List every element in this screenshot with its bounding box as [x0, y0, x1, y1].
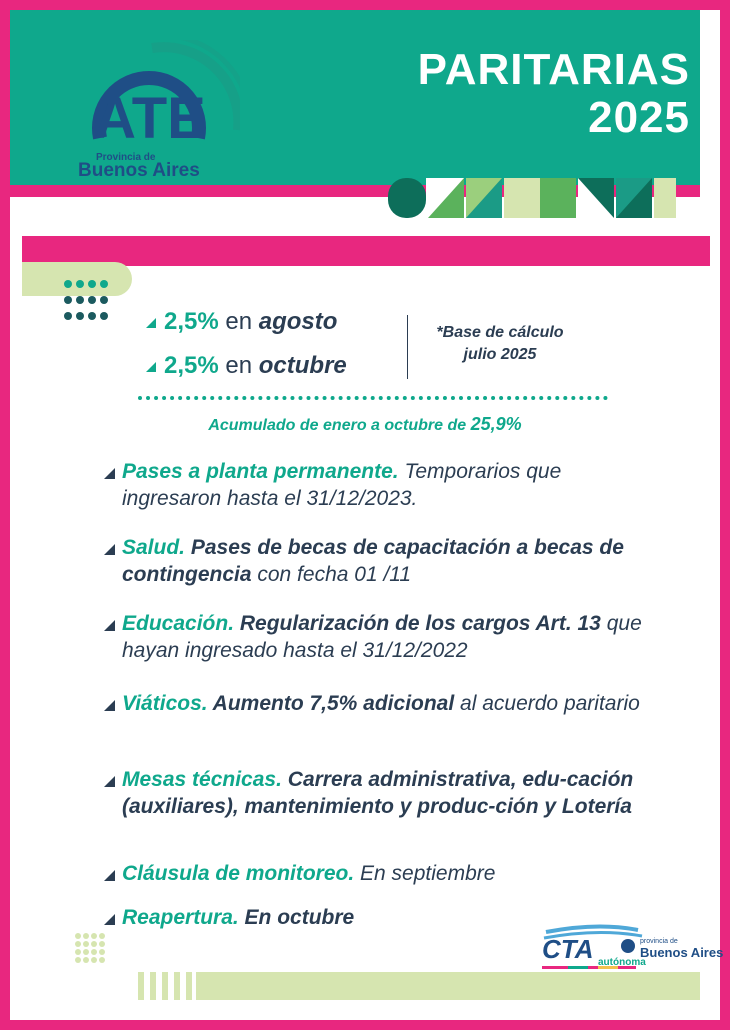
- list-item: [104, 766, 664, 821]
- item-rest: que hayan ingresado hasta el 31/12/2022: [122, 612, 642, 663]
- raise-connector: en: [225, 308, 253, 335]
- svg-text:CTA: CTA: [542, 934, 594, 964]
- item-bold: En octubre: [238, 906, 355, 929]
- accum-prefix: Acumulado de: [208, 417, 319, 434]
- triangle-bullet-icon: [104, 914, 115, 925]
- item-bold: Regularización de los cargos Art. 13: [234, 612, 601, 635]
- divider-line: [407, 315, 408, 379]
- footer-band: [196, 972, 700, 1000]
- raise-connector: en: [225, 352, 253, 379]
- item-head: Educación.: [122, 612, 235, 635]
- triangle-bullet-icon: [146, 318, 156, 328]
- accum-de: de: [447, 417, 467, 434]
- cta-subtitle-autonoma: autónoma: [598, 957, 646, 968]
- dot-grid-icon: [74, 932, 134, 982]
- accumulated-note: [0, 414, 730, 435]
- title-line-2: 2025: [588, 93, 690, 142]
- item-head: Reapertura.: [122, 906, 239, 929]
- triangle-bullet-icon: [104, 870, 115, 881]
- triangle-bullet-icon: [104, 700, 115, 711]
- raise-month: octubre: [258, 352, 347, 379]
- base-calc-line1: *Base de cálculo: [436, 324, 564, 341]
- logo-subtitle-small: Provincia de: [96, 152, 156, 163]
- triangle-bullet-icon: [104, 776, 115, 787]
- item-rest: En septiembre: [354, 862, 496, 885]
- dotted-separator: [138, 396, 608, 400]
- title-line-1: PARITARIAS: [417, 45, 690, 94]
- triangle-bullet-icon: [146, 362, 156, 372]
- base-calc-line2: julio 2025: [463, 345, 537, 363]
- list-item: [104, 860, 664, 887]
- item-rest: al acuerdo paritario: [454, 692, 640, 715]
- cta-subtitle-large: Buenos Aires: [640, 945, 724, 960]
- accum-value: 25,9%: [470, 414, 522, 434]
- raise-value: 2,5%: [164, 352, 219, 379]
- item-rest: Temporarios que ingresaron hasta el 31/12/2023.: [122, 460, 562, 511]
- page-title: [417, 45, 690, 142]
- cta-subtitle-small: provincia de: [640, 938, 678, 945]
- footer-stripes: [136, 972, 196, 1000]
- section-band: [22, 236, 710, 266]
- logo-subtitle-large: Buenos Aires: [78, 160, 200, 181]
- item-rest: Carrera administrativa, edu-cación (auxiliares), mantenimiento y produc-ción y Lotería: [122, 768, 634, 819]
- raise-month: agosto: [258, 308, 338, 335]
- triangle-bullet-icon: [104, 544, 115, 555]
- svg-text:ATE: ATE: [94, 86, 206, 151]
- item-head: Cláusula de monitoreo.: [122, 862, 355, 885]
- list-item: [104, 690, 664, 717]
- list-item: [104, 458, 664, 513]
- raise-value: 2,5%: [164, 308, 219, 335]
- item-bold: Aumento 7,5% adicional: [207, 692, 455, 715]
- dot-grid-icon: [62, 278, 122, 330]
- item-head: Pases a planta permanente.: [122, 460, 399, 483]
- item-rest: con fecha 01 /11: [251, 563, 412, 587]
- item-head: Salud.: [122, 536, 186, 559]
- list-item: [104, 534, 664, 589]
- list-item: [104, 610, 664, 665]
- accum-range: enero a octubre: [323, 417, 444, 434]
- raise-august: [146, 308, 337, 336]
- raise-october: [146, 352, 347, 380]
- geometric-decoration: [388, 178, 688, 220]
- item-head: Viáticos.: [122, 692, 208, 715]
- triangle-bullet-icon: [104, 620, 115, 631]
- base-calc-note: [420, 322, 580, 365]
- item-head: Mesas técnicas.: [122, 768, 282, 791]
- triangle-bullet-icon: [104, 468, 115, 479]
- item-bold: Pases de becas de capacitación a becas de contingencia: [122, 536, 624, 587]
